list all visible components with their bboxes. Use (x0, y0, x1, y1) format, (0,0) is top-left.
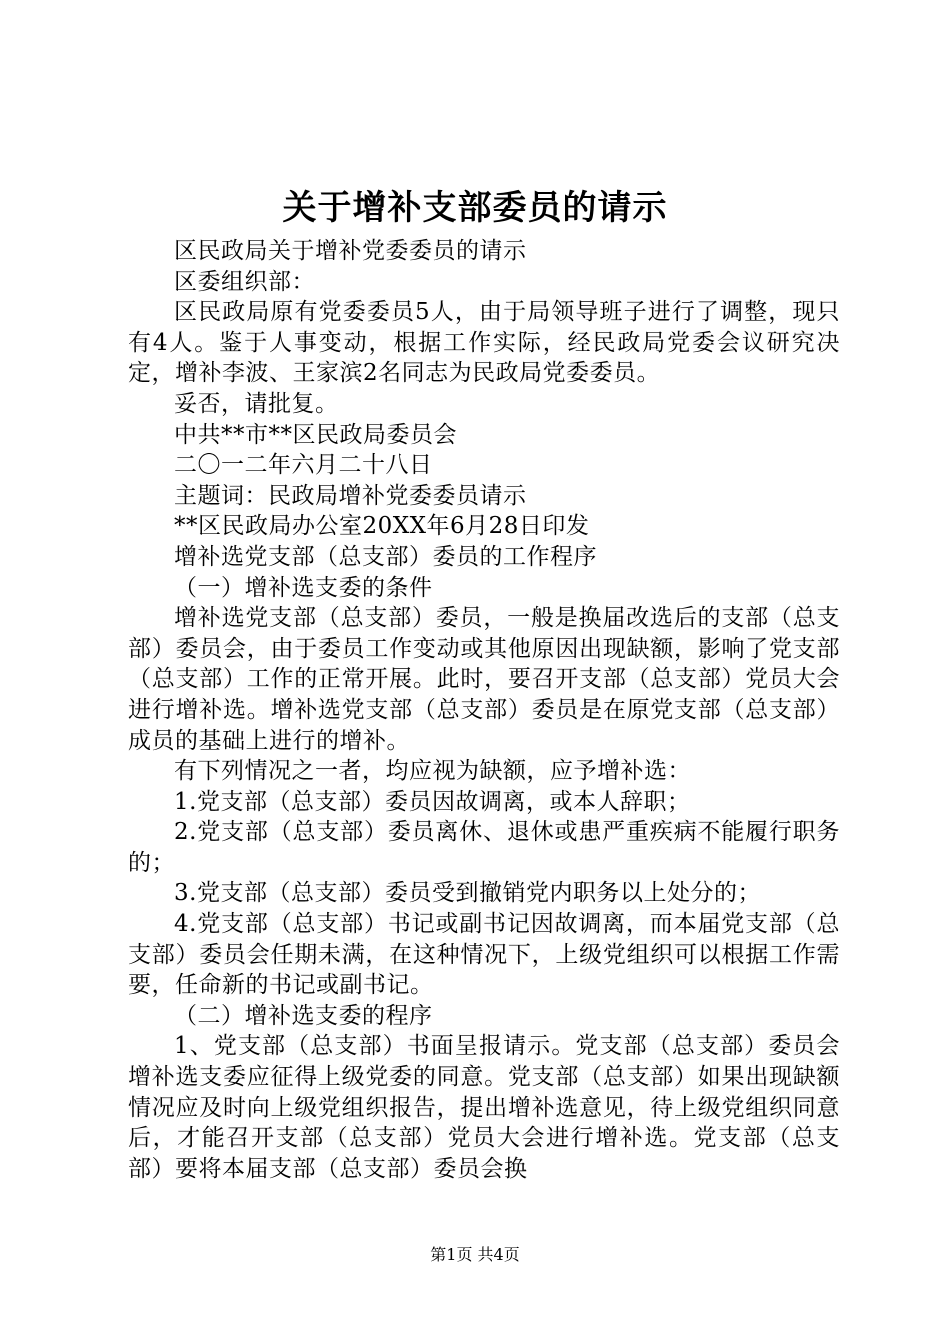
page-footer: 第1页 共4页 (430, 1245, 520, 1264)
document-body (128, 236, 840, 1184)
paragraph: **区民政局办公室20XX年6月28日印发 (174, 513, 590, 540)
document-title: 关于增补支部委员的请示 (282, 188, 668, 228)
paragraph: 妥否，请批复。 (174, 390, 339, 417)
paragraph: 增补选党支部（总支部）委员的工作程序 (174, 543, 597, 570)
paragraph: 区民政局关于增补党委委员的请示 (174, 238, 527, 264)
paragraph: 增补选党支部（总支部）委员，一般是换届改选后的支部（总支部）委员会，由于委员工作变动或其他原因出现缺额，影响了党支部（总支部）工作的正常开展。此时，要召开支部（总支部）党员大会进行增补选。增补选党支部（总支部）委员是在原党支部（总支部）成员的基础上进行的增补。 (128, 605, 840, 754)
paragraph: 1、党支部（总支部）书面呈报请示。党支部（总支部）委员会增补选支委应征得上级党委的同意。党支部（总支部）如果出现缺额情况应及时向上级党组织报告，提出增补选意见，待上级党组织同意后，才能召开支部（总支部）党员大会进行增补选。党支部（总支部）要将本届支部（总支部）委员会换 (128, 1033, 840, 1182)
paragraph: 4.党支部（总支部）书记或副书记因故调离，而本届党支部（总支部）委员会任期未满，在这种情况下，上级党组织可以根据工作需要，任命新的书记或副书记。 (128, 911, 840, 999)
paragraph: 中共**市**区民政局委员会 (174, 421, 457, 448)
paragraph: 2.党支部（总支部）委员离休、退休或患严重疾病不能履行职务的； (128, 819, 840, 876)
paragraph: 1.党支部（总支部）委员因故调离，或本人辞职； (174, 788, 691, 815)
paragraph: 区委组织部： (174, 268, 315, 295)
paragraph: 3.党支部（总支部）委员受到撤销党内职务以上处分的； (174, 880, 761, 907)
paragraph: 有下列情况之一者，均应视为缺额，应予增补选： (174, 758, 691, 785)
paragraph: 二〇一二年六月二十八日 (174, 452, 433, 479)
paragraph: 区民政局原有党委委员5人，由于局领导班子进行了调整，现只有4人。鉴于人事变动，根据工作实际，经民政局党委会议研究决定，增补李波、王家滨2名同志为民政局党委委员。 (128, 299, 840, 387)
paragraph: （二）增补选支委的程序 (174, 1002, 433, 1029)
paragraph: 主题词：民政局增补党委委员请示 (174, 482, 527, 509)
paragraph: （一）增补选支委的条件 (174, 574, 433, 601)
